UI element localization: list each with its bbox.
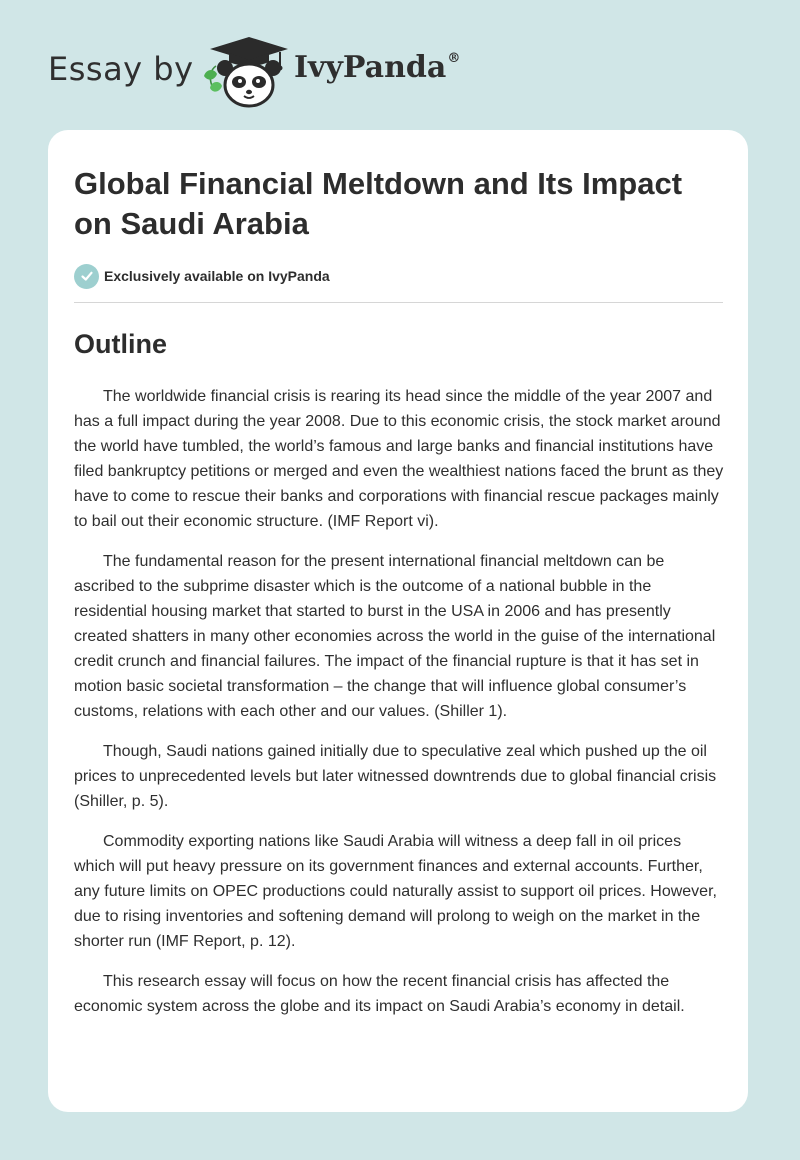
- essay-body: [74, 384, 725, 1034]
- title-divider: [74, 302, 723, 303]
- paragraph: This research essay will focus on how the recent financial crisis has affected the economic system across the globe and its impact on Saudi Arabia’s economy in detail.: [74, 973, 685, 1015]
- registered-mark: ®: [447, 51, 461, 66]
- panda-logo-icon: [200, 36, 290, 110]
- brand-prefix: Essay by: [48, 50, 194, 88]
- essay-title: Global Financial Meltdown and Its Impact on Saudi Arabia: [74, 166, 683, 241]
- paragraph: The worldwide financial crisis is rearing its head since the middle of the year 2007 and has a full impact during the year 2008. Due to this economic crisis, the stock market around the world have tumbled, the world’s famous and large banks and financial institutions have filed bankruptcy petitions or merged and even the wealthiest nations faced the brunt as they have to come to rescue their banks and corporations with financial rescue packages mainly to bail out their economic structure. (IMF Report vi).: [74, 388, 724, 530]
- exclusive-badge-text: Exclusively available on IvyPanda: [104, 268, 330, 284]
- paragraph: Commodity exporting nations like Saudi Arabia will witness a deep fall in oil prices which will put heavy pressure on its government finances and external accounts. Further, any future limits on OPEC productions could naturally assist to support oil prices. However, due to rising inventories and softening demand will prolong to weigh on the market in the shorter run (IMF Report, p. 12).: [74, 833, 717, 950]
- paragraph: The fundamental reason for the present international financial meltdown can be ascribed to the subprime disaster which is the outcome of a national bubble in the residential housing market that started to burst in the USA in 2006 and has presently created shatters in many other economies across the world in the guise of the international credit crunch and financial failures. The impact of the financial rupture is that it has set in motion basic societal transformation – the change that will influence global consumer’s customs, relations with each other and our values. (Shiller 1).: [74, 553, 716, 720]
- section-heading-outline: Outline: [74, 329, 167, 359]
- essay-card: [48, 130, 748, 1112]
- brand-header[interactable]: [48, 30, 548, 110]
- exclusive-badge: [74, 264, 330, 288]
- check-icon: [74, 264, 99, 289]
- brand-name: IvyPanda®: [294, 50, 461, 85]
- paragraph: Though, Saudi nations gained initially due to speculative zeal which pushed up the oil prices to unprecedented levels but later witnessed downtrends due to global financial crisis (Shiller, p. 5).: [74, 743, 717, 810]
